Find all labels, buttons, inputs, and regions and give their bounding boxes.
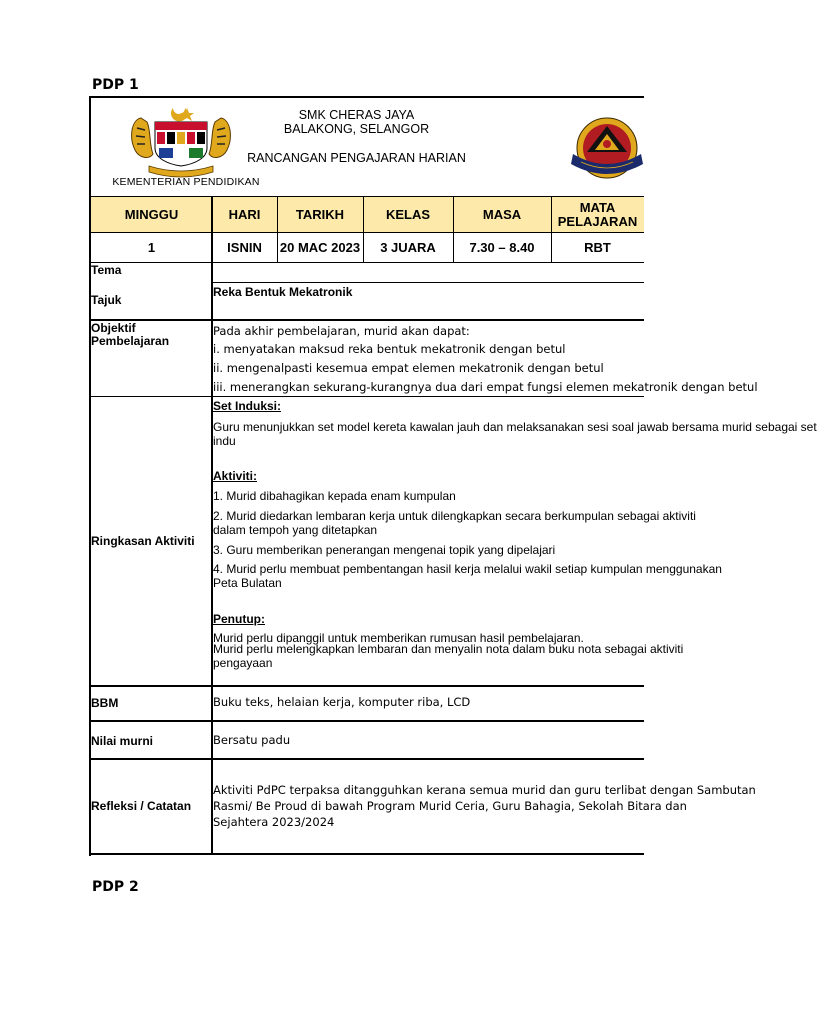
rule-bbm xyxy=(89,720,644,722)
header-kelas: KELAS xyxy=(363,197,453,232)
rule-nilai xyxy=(89,758,644,760)
aktiviti-step-3: 3. Guru memberikan penerangan mengenai topik yang dipelajari xyxy=(213,543,556,557)
tajuk-label: Tajuk xyxy=(91,293,122,307)
refleksi-label: Refleksi / Catatan xyxy=(91,799,192,813)
rule-col-masa xyxy=(551,196,552,262)
aktiviti-step-4-cont: Peta Bulatan xyxy=(213,576,282,590)
pdp-2-label: PDP 2 xyxy=(92,879,139,895)
rule-values xyxy=(89,262,644,263)
penutup-line-1: Murid perlu dipanggil untuk memberikan rumusan hasil pembelajaran. xyxy=(213,631,584,645)
school-name: SMK CHERAS JAYA xyxy=(298,108,415,122)
school-location: BALAKONG, SELANGOR xyxy=(283,122,430,136)
set-induksi-heading: Set Induksi: xyxy=(213,399,282,413)
value-tarikh: 20 MAC 2023 xyxy=(279,239,361,255)
rule-tajuk xyxy=(89,319,644,321)
value-minggu: 1 xyxy=(147,239,156,255)
rule-tema xyxy=(211,282,644,283)
value-mata-pelajaran: RBT xyxy=(584,239,611,255)
set-induksi-line-2: indu xyxy=(213,434,236,448)
objektif-line-4: iii. menerangkan sekurang-kurangnya dua dari empat fungsi elemen mekatronik dengan betul xyxy=(213,380,758,394)
nilai-murni-value: Bersatu padu xyxy=(213,733,291,747)
plan-title: RANCANGAN PENGAJARAN HARIAN xyxy=(247,151,466,165)
penutup-line-2: Murid perlu melengkapkan lembaran dan menyalin nota dalam buku nota sebagai aktiviti xyxy=(213,642,684,656)
refleksi-line-2: Rasmi/ Be Proud di bawah Program Murid Ceria, Guru Bahagia, Sekolah Bitara dan xyxy=(213,799,687,813)
objektif-line-2: i. menyatakan maksud reka bentuk mekatronik dengan betul xyxy=(213,342,566,356)
objektif-line-1: Pada akhir pembelajaran, murid akan dapat: xyxy=(213,324,470,338)
lesson-plan-sheet xyxy=(89,96,817,856)
border-left xyxy=(89,96,91,856)
value-masa: 7.30 – 8.40 xyxy=(469,239,535,255)
aktiviti-step-4: 4. Murid perlu membuat pembentangan hasil kerja melalui wakil setiap kumpulan menggunakan xyxy=(213,562,722,576)
rule-label-column xyxy=(211,196,213,855)
rule-header xyxy=(89,196,644,197)
pdp-1-label: PDP 1 xyxy=(92,77,139,93)
header-mata-pelajaran: MATA PELAJARAN xyxy=(551,197,644,232)
value-hari: ISNIN xyxy=(227,239,262,255)
header-hari: HARI xyxy=(212,197,277,232)
rule-objektif xyxy=(89,396,644,397)
bbm-label: BBM xyxy=(91,696,119,710)
penutup-heading: Penutup: xyxy=(213,612,265,626)
header-minggu: MINGGU xyxy=(91,197,212,232)
penutup-line-3: pengayaan xyxy=(213,656,273,670)
rule-info xyxy=(89,232,644,233)
aktiviti-heading: Aktiviti: xyxy=(213,469,258,483)
aktiviti-step-2-cont: dalam tempoh yang ditetapkan xyxy=(213,523,378,537)
header-tarikh: TARIKH xyxy=(277,197,363,232)
rule-col-tarikh xyxy=(363,196,364,262)
nilai-murni-label: Nilai murni xyxy=(91,734,154,748)
objektif-label xyxy=(89,322,169,348)
objektif-line-3: ii. mengenalpasti kesemua empat elemen mekatronik dengan betul xyxy=(213,361,604,375)
set-induksi-line-1: Guru menunjukkan set model kereta kawalan jauh dan melaksanakan sesi soal jawab bersama murid sebagai set xyxy=(213,420,817,434)
aktiviti-step-2: 2. Murid diedarkan lembaran kerja untuk dilengkapkan secara berkumpulan sebagai aktiviti xyxy=(213,509,696,523)
tajuk-value: Reka Bentuk Mekatronik xyxy=(213,285,353,299)
border-bottom xyxy=(89,853,644,855)
header-masa: MASA xyxy=(453,197,551,232)
refleksi-line-1: Aktiviti PdPC terpaksa ditangguhkan kerana semua murid dan guru terlibat dengan Sambutan xyxy=(213,783,756,797)
objektif-label-line-1: Objektif xyxy=(91,321,136,335)
tema-label: Tema xyxy=(91,263,122,277)
objektif-label-line-2: Pembelajaran xyxy=(91,334,170,348)
rule-col-kelas xyxy=(453,196,454,262)
ringkasan-aktiviti-label: Ringkasan Aktiviti xyxy=(91,534,195,548)
value-kelas: 3 JUARA xyxy=(380,239,436,255)
bbm-value: Buku teks, helaian kerja, komputer riba, LCD xyxy=(213,695,471,709)
refleksi-line-3: Sejahtera 2023/2024 xyxy=(213,815,335,829)
aktiviti-step-1: 1. Murid dibahagikan kepada enam kumpulan xyxy=(213,489,456,503)
border-top xyxy=(89,96,644,98)
rule-col-hari xyxy=(277,196,278,262)
ministry-name: KEMENTERIAN PENDIDIKAN xyxy=(112,176,260,188)
rule-aktiviti xyxy=(89,685,644,687)
